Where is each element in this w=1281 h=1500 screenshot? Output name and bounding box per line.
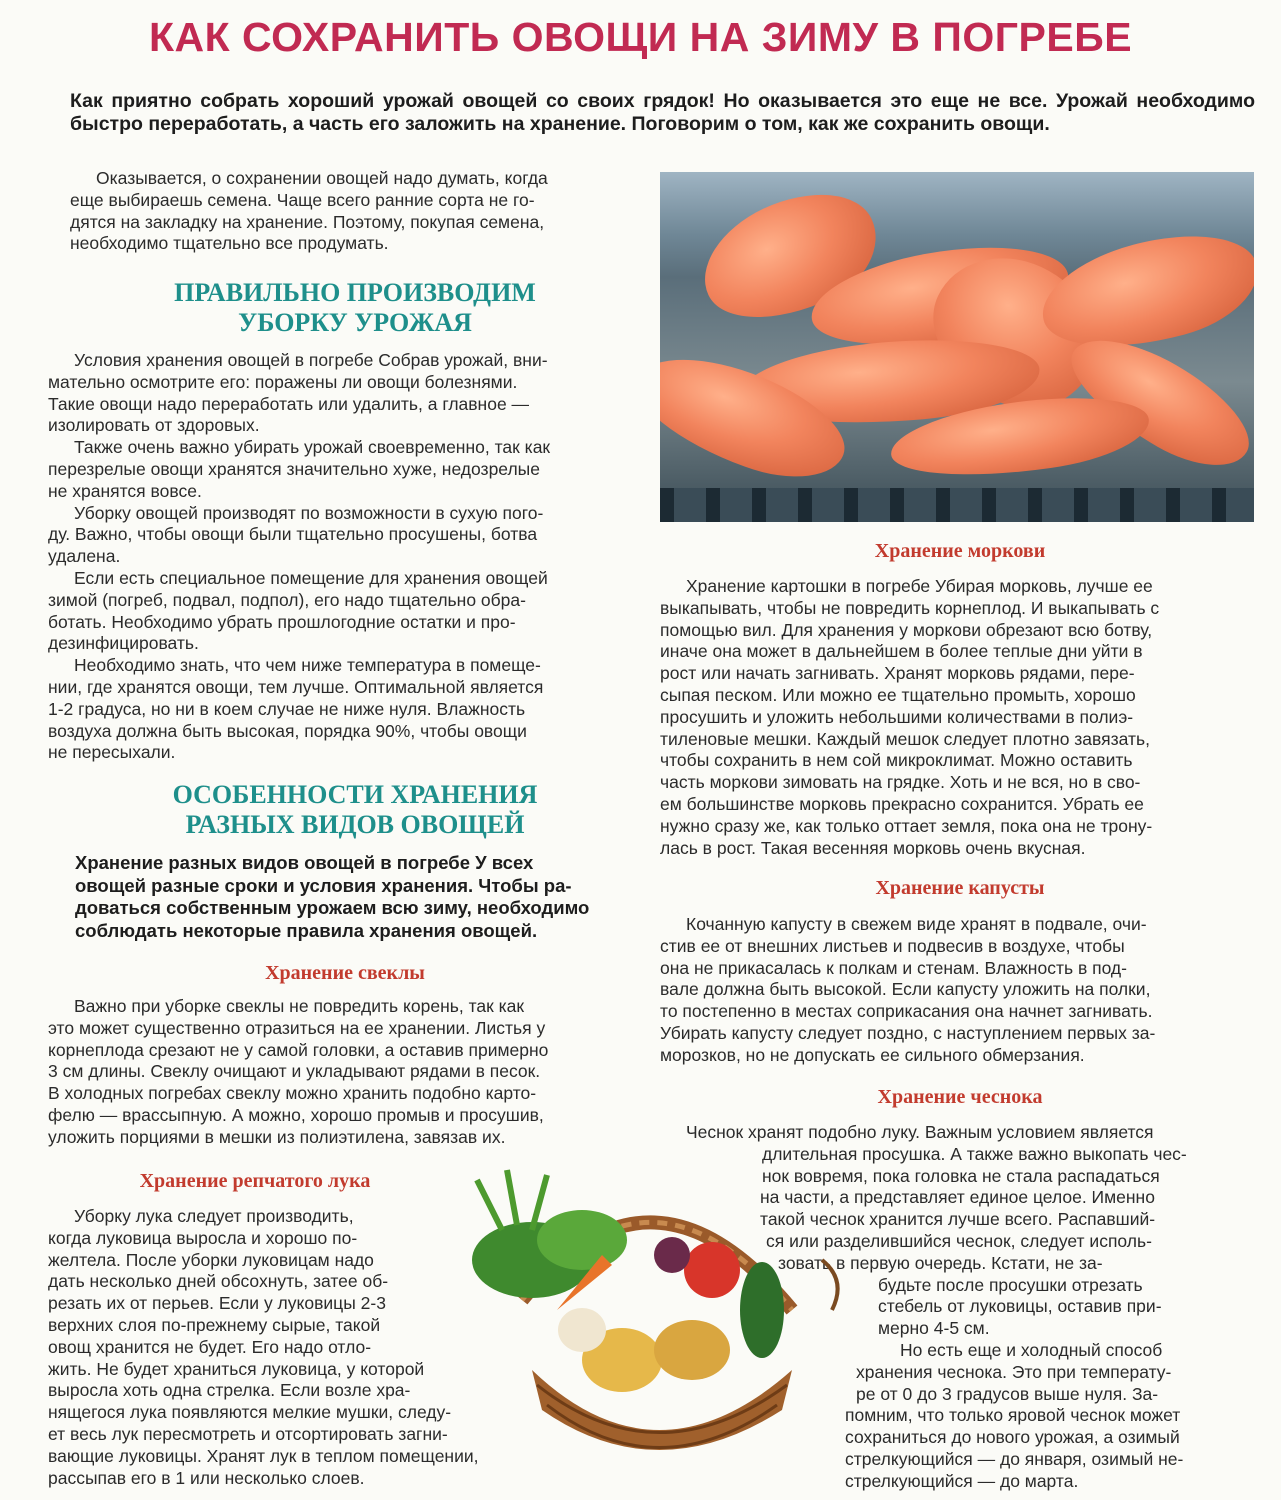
text-line: Такие овощи надо переработать или удалить, а главное — xyxy=(48,393,530,414)
text-line: овощей разные сроки и условия хранения. Чтобы ра- xyxy=(75,874,572,896)
text-line: Уборку лука следует производить, xyxy=(74,1206,354,1226)
text-line: тиленовые мешки. Каждый мешок следует плотно завязать, xyxy=(660,728,1150,749)
text-line: доваться собственным урожаем всю зиму, необходимо xyxy=(75,897,590,918)
beet-shape xyxy=(654,1237,690,1273)
text-line: жить. Не будет храниться луковица, у которой xyxy=(48,1358,425,1379)
text-line: верхних слоя по-прежнему сырые, такой xyxy=(48,1314,381,1335)
text-line: Хранение картошки в погребе Убирая морковь, лучше ее xyxy=(686,576,1153,596)
text-line: не пересыхали. xyxy=(48,742,176,763)
text-line: сыпая песком. Или можно ее тщательно промыть, хорошо xyxy=(660,684,1136,705)
text-line: не хранятся вовсе. xyxy=(48,480,202,501)
greens-shape xyxy=(537,1210,627,1270)
carrots-photo xyxy=(660,172,1254,522)
text-line: нок вовремя, пока головка не стала распадаться xyxy=(762,1165,1160,1186)
text-line: Уборку овощей производят по возможности в сухую пого- xyxy=(74,502,544,523)
text-line: Если есть специальное помещение для хранения овощей xyxy=(74,567,548,588)
text-line: дезинфицировать. xyxy=(48,633,199,654)
cabbage-heading: Хранение капусты xyxy=(875,877,1045,899)
text-line: на части, а представляет единое целое. Именно xyxy=(760,1187,1155,1208)
harvest-text xyxy=(48,350,640,764)
text-line: нужно сразу же, как только оттает земля, пока она не трону- xyxy=(660,815,1153,836)
text-line: зовать в первую очередь. Кстати, не за- xyxy=(778,1252,1103,1273)
text-line: желтела. После уборки луковицам надо xyxy=(48,1249,374,1270)
text-line: изолировать от здоровых. xyxy=(48,415,260,436)
page-title: КАК СОХРАНИТЬ ОВОЩИ НА ЗИМУ В ПОГРЕБЕ xyxy=(148,14,1133,60)
intro-paragraph xyxy=(70,168,640,255)
text-line: стебель от луковицы, оставив при- xyxy=(878,1296,1162,1317)
text-line: иначе она может в дальнейшем в более теплые дни уйти в xyxy=(660,641,1143,662)
text-line: Необходимо знать, что чем ниже температура в помеще- xyxy=(74,655,541,676)
basket-body xyxy=(532,1370,792,1450)
cabbage-text xyxy=(660,914,1254,1067)
text-line: зимой (погреб, подвал, подпол), его надо тщательно обра- xyxy=(48,589,526,610)
text-line: стрелкующийся — до января, озимый не- xyxy=(845,1448,1184,1469)
text-line: Кочанную капусту в свежем виде хранят в подвале, очи- xyxy=(686,914,1147,934)
text-line: удалена. xyxy=(48,546,121,567)
text-line: чтобы сохранить в нем сой микроклимат. Можно оставить xyxy=(660,750,1133,771)
heading-line: ОСОБЕННОСТИ ХРАНЕНИЯ xyxy=(172,780,538,809)
text-line: Оказывается, о сохранении овощей надо думать, когда xyxy=(96,168,548,188)
text-line: уложить порциями в мешки из полиэтилена, завязав их. xyxy=(48,1126,506,1147)
text-line: стрелкующийся — до марта. xyxy=(845,1470,1079,1491)
section-heading-storage xyxy=(70,780,640,840)
crate-edge xyxy=(660,488,1254,522)
text-line: соблюдать некоторые правила хранения овощей. xyxy=(75,919,538,941)
text-line: мательно осмотрите его: поражены ли овощи болезнями. xyxy=(48,371,518,392)
text-line: морозков, но не допускать ее сильного обмерзания. xyxy=(660,1044,1085,1065)
text-line: Важно при уборке свеклы не повредить корень, так как xyxy=(74,996,525,1016)
text-line: овощ хранится не будет. Его надо отло- xyxy=(48,1336,372,1357)
garlic-shape xyxy=(558,1308,606,1352)
text-line: часть моркови зимовать на грядке. Хоть и не вся, но в сво- xyxy=(660,772,1141,793)
text-line: перезрелые овощи хранятся значительно хуже, недозрелые xyxy=(48,458,540,479)
text-line: рассыпав его в 1 или несколько слоев. xyxy=(48,1467,365,1488)
text-line: дятся на закладку на хранение. Поэтому, покупая семена, xyxy=(70,211,545,232)
text-line: ем большинстве морковь прекрасно сохранится. Убрать ее xyxy=(660,793,1144,814)
text-line: В холодных погребах свеклу можно хранить подобно карто- xyxy=(48,1083,537,1104)
text-line: помощью вил. Для хранения у моркови обрезают всю ботву, xyxy=(660,619,1153,640)
text-line: ре от 0 до 3 градусов выше нуля. За- xyxy=(856,1383,1159,1404)
text-line: то постепенно в местах соприкасания она начнет загнивать. xyxy=(660,1001,1153,1022)
text-line: помним, что только яровой чеснок может xyxy=(845,1405,1181,1426)
carrot-heading: Хранение моркови xyxy=(874,540,1046,562)
text-line: дать несколько дней обсохнуть, затее об- xyxy=(48,1271,389,1292)
text-line: рост или начать загнивать. Хранят морковь рядами, пере- xyxy=(660,663,1135,684)
text-line: резать их от перьев. Если у луковицы 2-3 xyxy=(48,1293,386,1314)
text-line: фелю — врассыпную. А можно, хорошо промыв и просушив, xyxy=(48,1104,544,1125)
vegetable-basket-illustration xyxy=(462,1160,852,1480)
text-line: хранения чеснока. Это при температу- xyxy=(856,1361,1172,1382)
text-line: такой чеснок хранится лучше всего. Распавший- xyxy=(760,1209,1156,1230)
section-heading-harvest xyxy=(70,278,640,338)
text-line: ду. Важно, чтобы овощи были тщательно просушены, ботва xyxy=(48,524,538,545)
text-line: нии, где хранятся овощи, тем лучше. Оптимальной является xyxy=(48,676,544,697)
text-line: Хранение разных видов овощей в погребе У всех xyxy=(75,852,534,873)
text-line: лась в рост. Такая весенняя морковь очень вкусная. xyxy=(660,837,1086,858)
text-line: Также очень важно убирать урожай своевременно, так как xyxy=(74,437,551,458)
heading-line: ПРАВИЛЬНО ПРОИЗВОДИМ xyxy=(174,278,536,307)
text-line: Убирать капусту следует поздно, с наступлением первых за- xyxy=(660,1022,1156,1043)
onion-stalks xyxy=(477,1170,547,1230)
text-line: когда луковица выросла и хорошо по- xyxy=(48,1227,358,1248)
text-line: стив ее от внешних листьев и подвесив в воздухе, чтобы xyxy=(660,935,1125,956)
text-line: вающие луковицы. Хранят лук в теплом помещении, xyxy=(48,1445,479,1466)
text-line: воздуха должна быть высокая, порядка 90%, чтобы овощи xyxy=(48,720,527,741)
text-line: вале должна быть высокой. Если капусту уложить на полки, xyxy=(660,979,1151,1000)
text-line: это может существенно отразиться на ее хранении. Листья у xyxy=(48,1017,546,1038)
tomato-shape xyxy=(684,1242,740,1298)
text-line: Условия хранения овощей в погребе Собрав урожай, вни- xyxy=(74,350,548,370)
text-line: выросла хоть одна стрелка. Если возле хра- xyxy=(48,1380,411,1401)
text-line: Чеснок хранят подобно луку. Важным условием является xyxy=(686,1122,1154,1142)
storage-intro xyxy=(75,852,640,942)
text-line: 3 см длины. Свеклу очищают и укладывают рядами в песок. xyxy=(48,1061,541,1082)
heading-line: УБОРКУ УРОЖАЯ xyxy=(238,308,472,337)
text-line: необходимо тщательно все продумать. xyxy=(70,233,389,254)
heading-line: РАЗНЫХ ВИДОВ ОВОЩЕЙ xyxy=(185,810,525,839)
potato-shape xyxy=(654,1320,730,1380)
basket-tendril xyxy=(822,1260,838,1310)
beet-text xyxy=(48,996,640,1149)
text-line: еще выбираешь семена. Чаще всего ранние сорта не го- xyxy=(70,189,535,210)
text-line: корнеплода срезают не у самой головки, а оставив примерно xyxy=(48,1039,549,1060)
text-line: нящегося лука появляются мелкие мушки, следу- xyxy=(48,1402,452,1423)
onion-heading: Хранение репчатого лука xyxy=(139,1170,371,1192)
cucumber-shape xyxy=(740,1262,784,1358)
garlic-heading: Хранение чеснока xyxy=(877,1086,1043,1108)
text-line: ет весь лук пересмотреть и отсортировать загни- xyxy=(48,1423,448,1444)
text-line: будьте после просушки отрезать xyxy=(878,1274,1143,1295)
text-line: ся или разделившийся чеснок, следует исполь- xyxy=(766,1230,1152,1251)
carrot-text xyxy=(660,576,1254,859)
text-line: 1-2 градуса, но ни в коем случае не ниже нуля. Влажность xyxy=(48,698,526,719)
beet-heading: Хранение свеклы xyxy=(265,962,425,984)
text-line: выкапывать, чтобы не повредить корнеплод. И выкапывать с xyxy=(660,597,1160,618)
text-line: сохраниться до нового урожая, а озимый xyxy=(845,1427,1180,1448)
text-line: ботать. Необходимо убрать прошлогодние остатки и про- xyxy=(48,611,516,632)
text-line: она не прикасалась к полкам и стенам. Влажность в под- xyxy=(660,957,1127,978)
text-line: Но есть еще и холодный способ xyxy=(900,1339,1163,1360)
text-line: мерно 4-5 см. xyxy=(878,1318,990,1339)
text-line: длительная просушка. А также важно выкопать чес- xyxy=(762,1143,1187,1164)
text-line: просушить и уложить небольшими количествами в полиэ- xyxy=(660,706,1134,727)
lead-paragraph: Как приятно собрать хороший урожай овощей со своих грядок! Но оказывается это еще не все. Урожай необходимо быстро переработать, а часть его заложить на хранение. Поговорим о том, как же сохранить овощи. xyxy=(70,90,1255,135)
